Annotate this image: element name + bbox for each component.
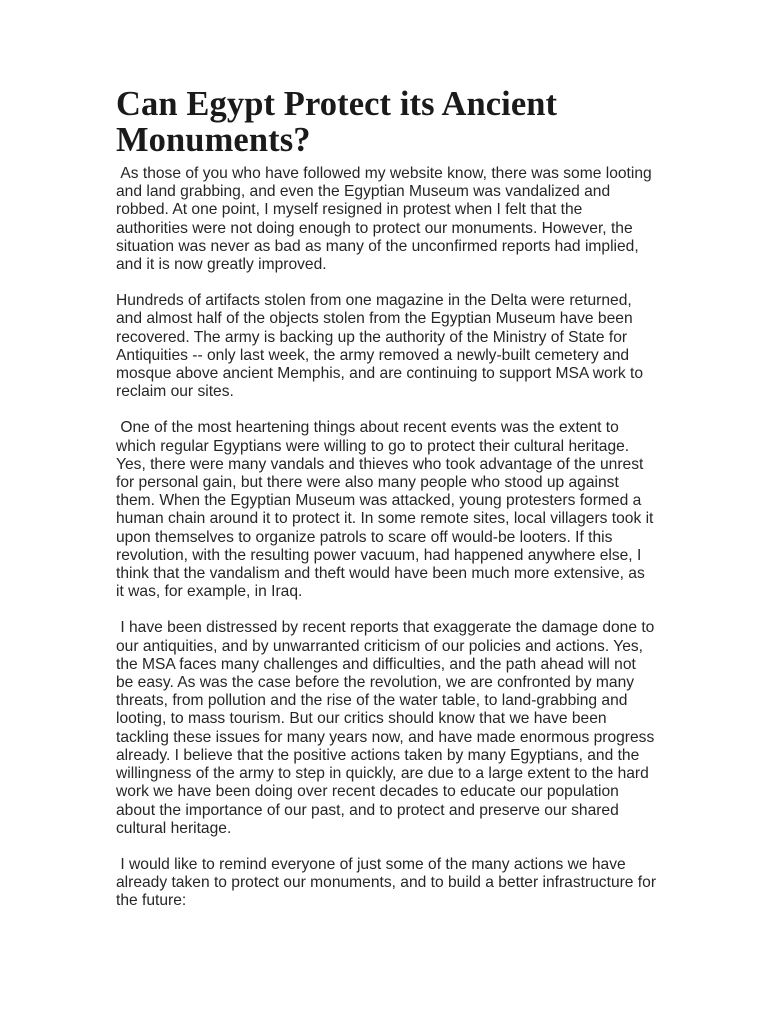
article-paragraph: I have been distressed by recent reports that exaggerate the damage done to our antiquities, and by unwarranted criticism of our policies and actions. Yes, the MSA faces many challenges and difficulties, and the path ahead will not be easy. As was the case before the revolution, we are confronted by many threats, from pollution and the rise of the water table, to land-grabbing and looting, to mass tourism. But our critics should know that we have been tackling these issues for many years now, and have made enormous progress already. I believe that the positive actions taken by many Egyptians, and the willingness of the army to step in quickly, are due to a large extent to the hard work we have been doing over recent decades to educate our population about the importance of our past, and to protect and preserve our shared cultural heritage. <box>116 619 659 837</box>
article-paragraph: As those of you who have followed my website know, there was some looting and land grabbing, and even the Egyptian Museum was vandalized and robbed. At one point, I myself resigned in protest when I felt that the authorities were not doing enough to protect our monuments. However, the situation was never as bad as many of the unconfirmed reports had implied, and it is now greatly improved. <box>116 165 657 274</box>
article-title: Can Egypt Protect its Ancient Monuments? <box>116 85 558 159</box>
article-paragraph: One of the most heartening things about recent events was the extent to which regular Egyptians were willing to go to protect their cultural heritage. Yes, there were many vandals and thieves who took advantage of the unrest for personal gain, but there were also many people who stood up against them. When the Egyptian Museum was attacked, young protesters formed a human chain around it to protect it. In some remote sites, local villagers took it upon themselves to organize patrols to scare off would-be looters. If this revolution, with the resulting power vacuum, had happened anywhere else, I think that the vandalism and theft would have been much more extensive, as it was, for example, in Iraq. <box>116 419 658 601</box>
article-paragraph: I would like to remind everyone of just some of the many actions we have already taken to protect our monuments, and to build a better infrastructure for the future: <box>116 855 661 910</box>
article <box>116 85 661 929</box>
article-paragraph: Hundreds of artifacts stolen from one magazine in the Delta were returned, and almost half of the objects stolen from the Egyptian Museum have been recovered. The army is backing up the authority of the Ministry of State for Antiquities -- only last week, the army removed a newly-built cemetery and mosque above ancient Memphis, and are continuing to support MSA work to reclaim our sites. <box>116 292 648 401</box>
